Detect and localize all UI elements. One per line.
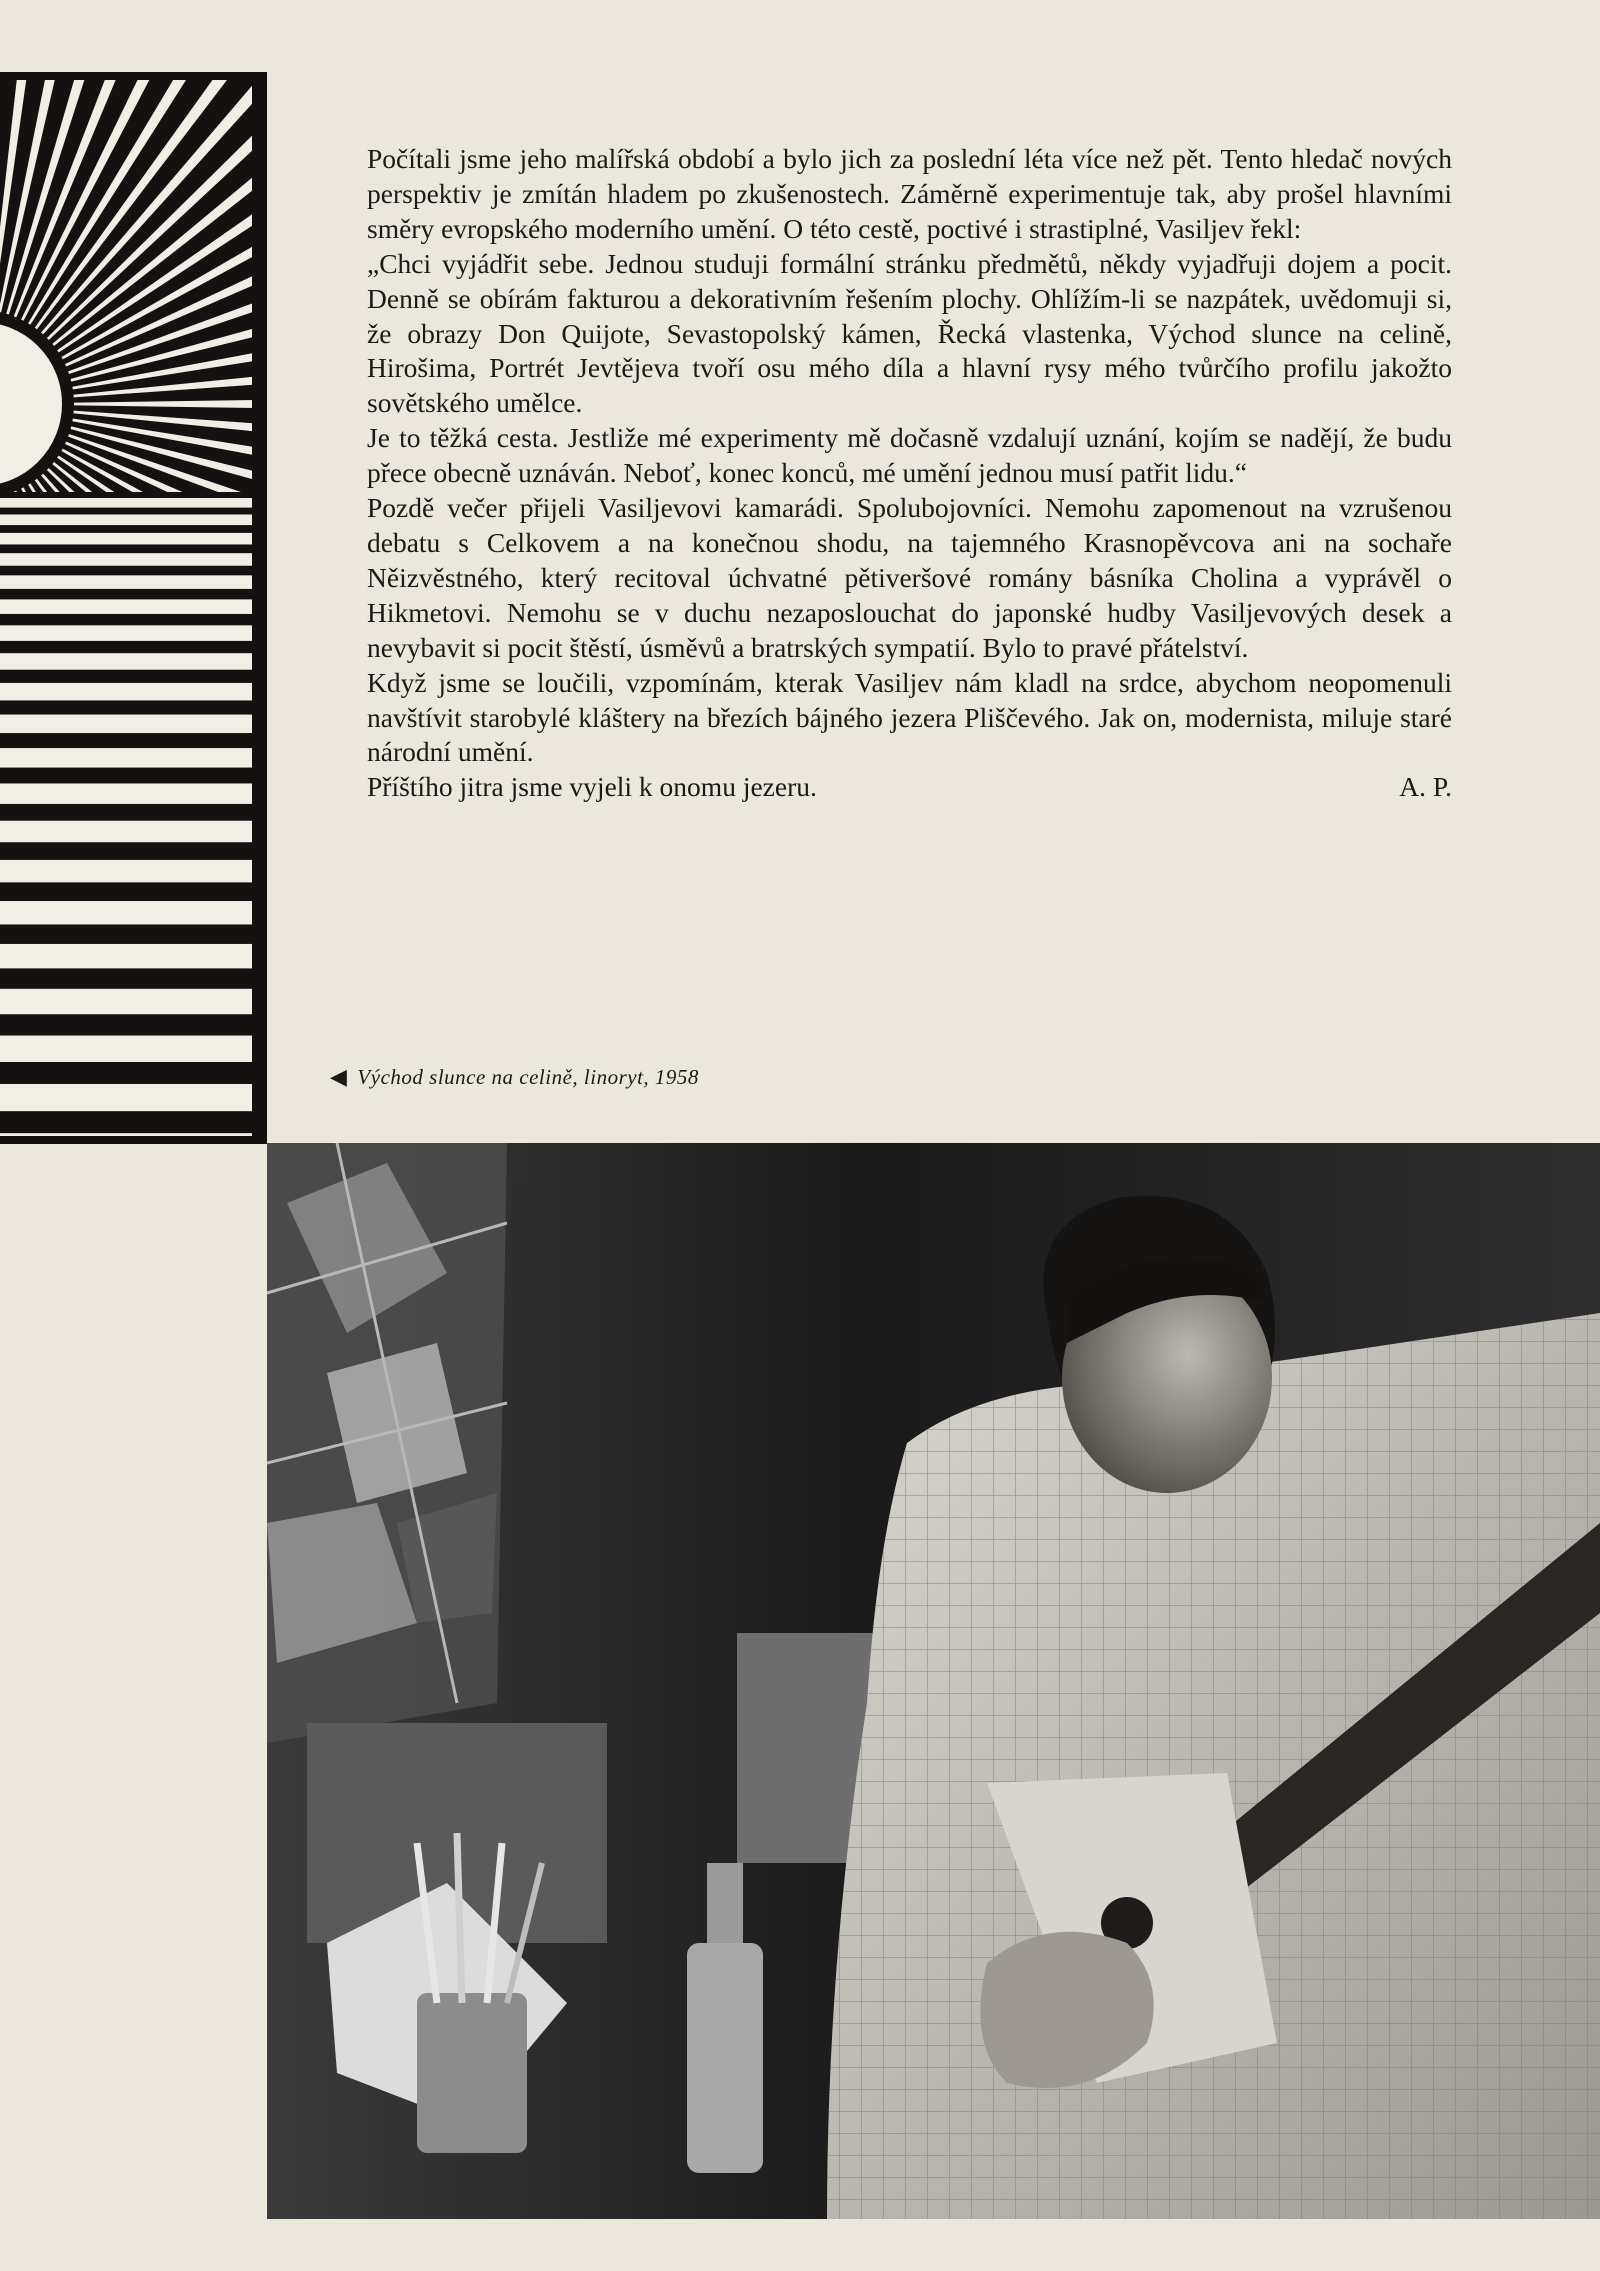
paragraph-2: „Chci vyjádřit sebe. Jednou studuji formální stránku předmětů, někdy vyjadřuji dojem a pocit. Denně se obírám fakturou a dekorativním řešením plochy. Ohlížím-li se nazpátek, uvědomuji si, že obrazy Don Quijote, Sevastopolský kámen, Řecká vlastenka, Východ slunce na celině, Hirošima, Portrét Jevtějeva tvoří osu mého díla a hlavní rysy mého tvůrčího profilu jakožto sovětského umělce. [367, 247, 1452, 419]
linocut-artwork [0, 72, 267, 1144]
paragraph-3: Je to těžká cesta. Jestliže mé experimenty mě dočasně vzdalují uznání, kojím se nadějí, že budu přece obecně uznáván. Neboť, konec konců, mé umění jednou musí patřit lidu.“ [367, 422, 1452, 489]
closing-sentence: Příštího jitra jsme vyjeli k onomu jezeru. [367, 771, 817, 803]
paragraph-5: Když jsme se loučili, vzpomínám, kterak Vasiljev nám kladl na srdce, abychom neopomenuli navštívit starobylé kláštery na březích bájného jezera Pliščevého. Jak on, modernista, miluje staré národní umění. [367, 666, 1452, 768]
easel-frame [512, 1183, 552, 1743]
author-signature: A. P. [1399, 771, 1452, 803]
closing-line [367, 770, 1452, 805]
arrow-left-icon: ◀ [330, 1064, 348, 1089]
caption-text: Východ slunce na celině, linoryt, 1958 [357, 1064, 699, 1089]
background-painting [267, 1143, 507, 1743]
image-caption [330, 1064, 699, 1090]
paragraph-1: Počítali jsme jeho malířská období a bylo jich za poslední léta více než pět. Tento hledač nových perspektiv je zmítán hladem po zkušenostech. Záměrně experimentuje tak, aby prošel hlavními směry evropského moderního umění. O této cestě, poctivé i strastiplné, Vasiljev řekl: [367, 143, 1452, 244]
article-text [367, 142, 1452, 805]
paragraph-4: Pozdě večer přijeli Vasiljevovi kamarádi. Spolubojovníci. Nemohu zapomenout na vzrušenou debatu s Celkovem a na konečnou shodu, na tajemného Krasnopěvcova ani na sochaře Něizvěstného, který recitoval úchvatné pětiveršové romány básníka Cholina a vyprávěl o Hikmetovi. Nemohu se v duchu nezaposlouchat do japonské hudby Vasiljevových desek a nevybavit si pocit štěstí, úsměvů a bratrských sympatií. Bylo to pravé přátelství. [367, 492, 1452, 663]
artist-photograph [267, 1143, 1600, 2219]
